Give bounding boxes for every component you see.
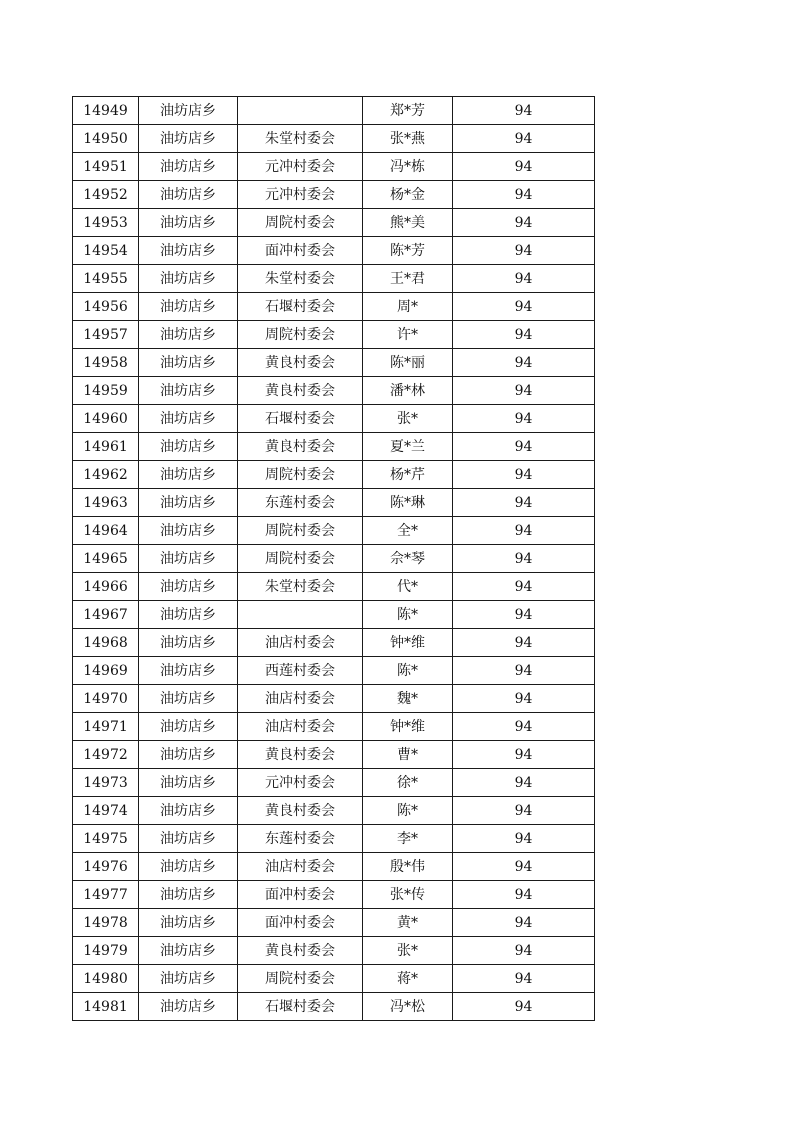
village-cell: 朱堂村委会: [238, 573, 363, 601]
village-cell: 黄良村委会: [238, 377, 363, 405]
score-cell: 94: [453, 237, 595, 265]
name-cell: 张*传: [363, 881, 453, 909]
score-cell: 94: [453, 405, 595, 433]
table-row: [73, 601, 595, 629]
record-id-cell: 14969: [73, 657, 139, 685]
village-cell: 元冲村委会: [238, 153, 363, 181]
score-cell: 94: [453, 573, 595, 601]
score-cell: 94: [453, 937, 595, 965]
town-cell: 油坊店乡: [139, 237, 238, 265]
name-cell: 陈*: [363, 601, 453, 629]
table-row: [73, 881, 595, 909]
town-cell: 油坊店乡: [139, 881, 238, 909]
name-cell: 杨*芹: [363, 461, 453, 489]
score-cell: 94: [453, 293, 595, 321]
village-cell: 周院村委会: [238, 545, 363, 573]
record-id-cell: 14981: [73, 993, 139, 1021]
record-id-cell: 14955: [73, 265, 139, 293]
name-cell: 徐*: [363, 769, 453, 797]
table-row: [73, 965, 595, 993]
town-cell: 油坊店乡: [139, 769, 238, 797]
score-cell: 94: [453, 265, 595, 293]
name-cell: 熊*美: [363, 209, 453, 237]
score-cell: 94: [453, 489, 595, 517]
village-cell: 黄良村委会: [238, 433, 363, 461]
name-cell: 殷*伟: [363, 853, 453, 881]
name-cell: 曹*: [363, 741, 453, 769]
table-row: [73, 321, 595, 349]
record-id-cell: 14967: [73, 601, 139, 629]
score-cell: 94: [453, 181, 595, 209]
village-cell: 朱堂村委会: [238, 265, 363, 293]
town-cell: 油坊店乡: [139, 153, 238, 181]
town-cell: 油坊店乡: [139, 601, 238, 629]
table-row: [73, 237, 595, 265]
town-cell: 油坊店乡: [139, 853, 238, 881]
name-cell: 陈*丽: [363, 349, 453, 377]
table-row: [73, 181, 595, 209]
town-cell: 油坊店乡: [139, 265, 238, 293]
village-cell: 油店村委会: [238, 685, 363, 713]
score-cell: 94: [453, 881, 595, 909]
score-cell: 94: [453, 461, 595, 489]
village-cell: 周院村委会: [238, 965, 363, 993]
town-cell: 油坊店乡: [139, 405, 238, 433]
score-cell: 94: [453, 125, 595, 153]
table-row: [73, 825, 595, 853]
record-id-cell: 14966: [73, 573, 139, 601]
name-cell: 佘*琴: [363, 545, 453, 573]
name-cell: 钟*维: [363, 713, 453, 741]
town-cell: 油坊店乡: [139, 909, 238, 937]
table-row: [73, 209, 595, 237]
town-cell: 油坊店乡: [139, 657, 238, 685]
score-cell: 94: [453, 853, 595, 881]
village-cell: 面冲村委会: [238, 237, 363, 265]
village-cell: 油店村委会: [238, 629, 363, 657]
score-cell: 94: [453, 97, 595, 125]
village-cell: 西莲村委会: [238, 657, 363, 685]
name-cell: 张*: [363, 405, 453, 433]
record-id-cell: 14961: [73, 433, 139, 461]
town-cell: 油坊店乡: [139, 349, 238, 377]
town-cell: 油坊店乡: [139, 713, 238, 741]
name-cell: 陈*: [363, 797, 453, 825]
score-cell: 94: [453, 433, 595, 461]
town-cell: 油坊店乡: [139, 937, 238, 965]
village-cell: 周院村委会: [238, 517, 363, 545]
record-id-cell: 14956: [73, 293, 139, 321]
table-row: [73, 349, 595, 377]
table-row: [73, 769, 595, 797]
town-cell: 油坊店乡: [139, 741, 238, 769]
name-cell: 潘*林: [363, 377, 453, 405]
name-cell: 代*: [363, 573, 453, 601]
record-id-cell: 14951: [73, 153, 139, 181]
record-id-cell: 14977: [73, 881, 139, 909]
records-table: [72, 96, 595, 1021]
village-cell: 石堰村委会: [238, 405, 363, 433]
village-cell: 油店村委会: [238, 713, 363, 741]
village-cell: [238, 97, 363, 125]
record-id-cell: 14980: [73, 965, 139, 993]
village-cell: 元冲村委会: [238, 769, 363, 797]
table-row: [73, 937, 595, 965]
table-row: [73, 993, 595, 1021]
town-cell: 油坊店乡: [139, 125, 238, 153]
record-id-cell: 14958: [73, 349, 139, 377]
table-row: [73, 97, 595, 125]
name-cell: 陈*: [363, 657, 453, 685]
record-id-cell: 14975: [73, 825, 139, 853]
name-cell: 李*: [363, 825, 453, 853]
record-id-cell: 14960: [73, 405, 139, 433]
record-id-cell: 14962: [73, 461, 139, 489]
table-row: [73, 433, 595, 461]
record-id-cell: 14963: [73, 489, 139, 517]
record-id-cell: 14973: [73, 769, 139, 797]
town-cell: 油坊店乡: [139, 573, 238, 601]
village-cell: 朱堂村委会: [238, 125, 363, 153]
table-row: [73, 265, 595, 293]
village-cell: 东莲村委会: [238, 489, 363, 517]
town-cell: 油坊店乡: [139, 629, 238, 657]
record-id-cell: 14972: [73, 741, 139, 769]
town-cell: 油坊店乡: [139, 433, 238, 461]
score-cell: 94: [453, 153, 595, 181]
name-cell: 许*: [363, 321, 453, 349]
name-cell: 冯*松: [363, 993, 453, 1021]
town-cell: 油坊店乡: [139, 209, 238, 237]
village-cell: 面冲村委会: [238, 881, 363, 909]
score-cell: 94: [453, 825, 595, 853]
table-row: [73, 545, 595, 573]
record-id-cell: 14964: [73, 517, 139, 545]
record-id-cell: 14978: [73, 909, 139, 937]
town-cell: 油坊店乡: [139, 293, 238, 321]
record-id-cell: 14970: [73, 685, 139, 713]
record-id-cell: 14965: [73, 545, 139, 573]
table-row: [73, 741, 595, 769]
table-row: [73, 461, 595, 489]
table-row: [73, 153, 595, 181]
name-cell: 陈*琳: [363, 489, 453, 517]
village-cell: 周院村委会: [238, 321, 363, 349]
record-id-cell: 14957: [73, 321, 139, 349]
records-table-body: [73, 97, 595, 1021]
name-cell: 陈*芳: [363, 237, 453, 265]
town-cell: 油坊店乡: [139, 181, 238, 209]
score-cell: 94: [453, 741, 595, 769]
score-cell: 94: [453, 209, 595, 237]
record-id-cell: 14953: [73, 209, 139, 237]
score-cell: 94: [453, 769, 595, 797]
town-cell: 油坊店乡: [139, 797, 238, 825]
score-cell: 94: [453, 909, 595, 937]
town-cell: 油坊店乡: [139, 545, 238, 573]
table-row: [73, 489, 595, 517]
village-cell: 周院村委会: [238, 209, 363, 237]
record-id-cell: 14979: [73, 937, 139, 965]
record-id-cell: 14949: [73, 97, 139, 125]
name-cell: 杨*金: [363, 181, 453, 209]
record-id-cell: 14976: [73, 853, 139, 881]
name-cell: 郑*芳: [363, 97, 453, 125]
score-cell: 94: [453, 713, 595, 741]
record-id-cell: 14950: [73, 125, 139, 153]
name-cell: 冯*栋: [363, 153, 453, 181]
town-cell: 油坊店乡: [139, 993, 238, 1021]
score-cell: 94: [453, 993, 595, 1021]
town-cell: 油坊店乡: [139, 321, 238, 349]
record-id-cell: 14971: [73, 713, 139, 741]
name-cell: 张*燕: [363, 125, 453, 153]
name-cell: 钟*维: [363, 629, 453, 657]
table-row: [73, 657, 595, 685]
name-cell: 张*: [363, 937, 453, 965]
village-cell: 石堰村委会: [238, 293, 363, 321]
table-row: [73, 125, 595, 153]
table-row: [73, 685, 595, 713]
town-cell: 油坊店乡: [139, 97, 238, 125]
score-cell: 94: [453, 601, 595, 629]
table-row: [73, 517, 595, 545]
town-cell: 油坊店乡: [139, 377, 238, 405]
town-cell: 油坊店乡: [139, 965, 238, 993]
record-id-cell: 14954: [73, 237, 139, 265]
table-row: [73, 573, 595, 601]
table-row: [73, 853, 595, 881]
table-row: [73, 293, 595, 321]
town-cell: 油坊店乡: [139, 461, 238, 489]
name-cell: 夏*兰: [363, 433, 453, 461]
village-cell: 黄良村委会: [238, 797, 363, 825]
name-cell: 黄*: [363, 909, 453, 937]
village-cell: 元冲村委会: [238, 181, 363, 209]
name-cell: 王*君: [363, 265, 453, 293]
village-cell: 黄良村委会: [238, 741, 363, 769]
village-cell: 周院村委会: [238, 461, 363, 489]
village-cell: 东莲村委会: [238, 825, 363, 853]
table-row: [73, 909, 595, 937]
score-cell: 94: [453, 349, 595, 377]
record-id-cell: 14952: [73, 181, 139, 209]
score-cell: 94: [453, 377, 595, 405]
table-row: [73, 377, 595, 405]
town-cell: 油坊店乡: [139, 685, 238, 713]
score-cell: 94: [453, 321, 595, 349]
score-cell: 94: [453, 797, 595, 825]
table-row: [73, 713, 595, 741]
score-cell: 94: [453, 685, 595, 713]
score-cell: 94: [453, 629, 595, 657]
name-cell: 全*: [363, 517, 453, 545]
village-cell: 油店村委会: [238, 853, 363, 881]
town-cell: 油坊店乡: [139, 489, 238, 517]
score-cell: 94: [453, 545, 595, 573]
table-row: [73, 629, 595, 657]
town-cell: 油坊店乡: [139, 825, 238, 853]
name-cell: 魏*: [363, 685, 453, 713]
table-row: [73, 797, 595, 825]
table-row: [73, 405, 595, 433]
town-cell: 油坊店乡: [139, 517, 238, 545]
village-cell: 石堰村委会: [238, 993, 363, 1021]
score-cell: 94: [453, 517, 595, 545]
score-cell: 94: [453, 965, 595, 993]
name-cell: 周*: [363, 293, 453, 321]
score-cell: 94: [453, 657, 595, 685]
village-cell: 黄良村委会: [238, 937, 363, 965]
record-id-cell: 14968: [73, 629, 139, 657]
village-cell: 面冲村委会: [238, 909, 363, 937]
village-cell: 黄良村委会: [238, 349, 363, 377]
village-cell: [238, 601, 363, 629]
record-id-cell: 14959: [73, 377, 139, 405]
record-id-cell: 14974: [73, 797, 139, 825]
name-cell: 蒋*: [363, 965, 453, 993]
